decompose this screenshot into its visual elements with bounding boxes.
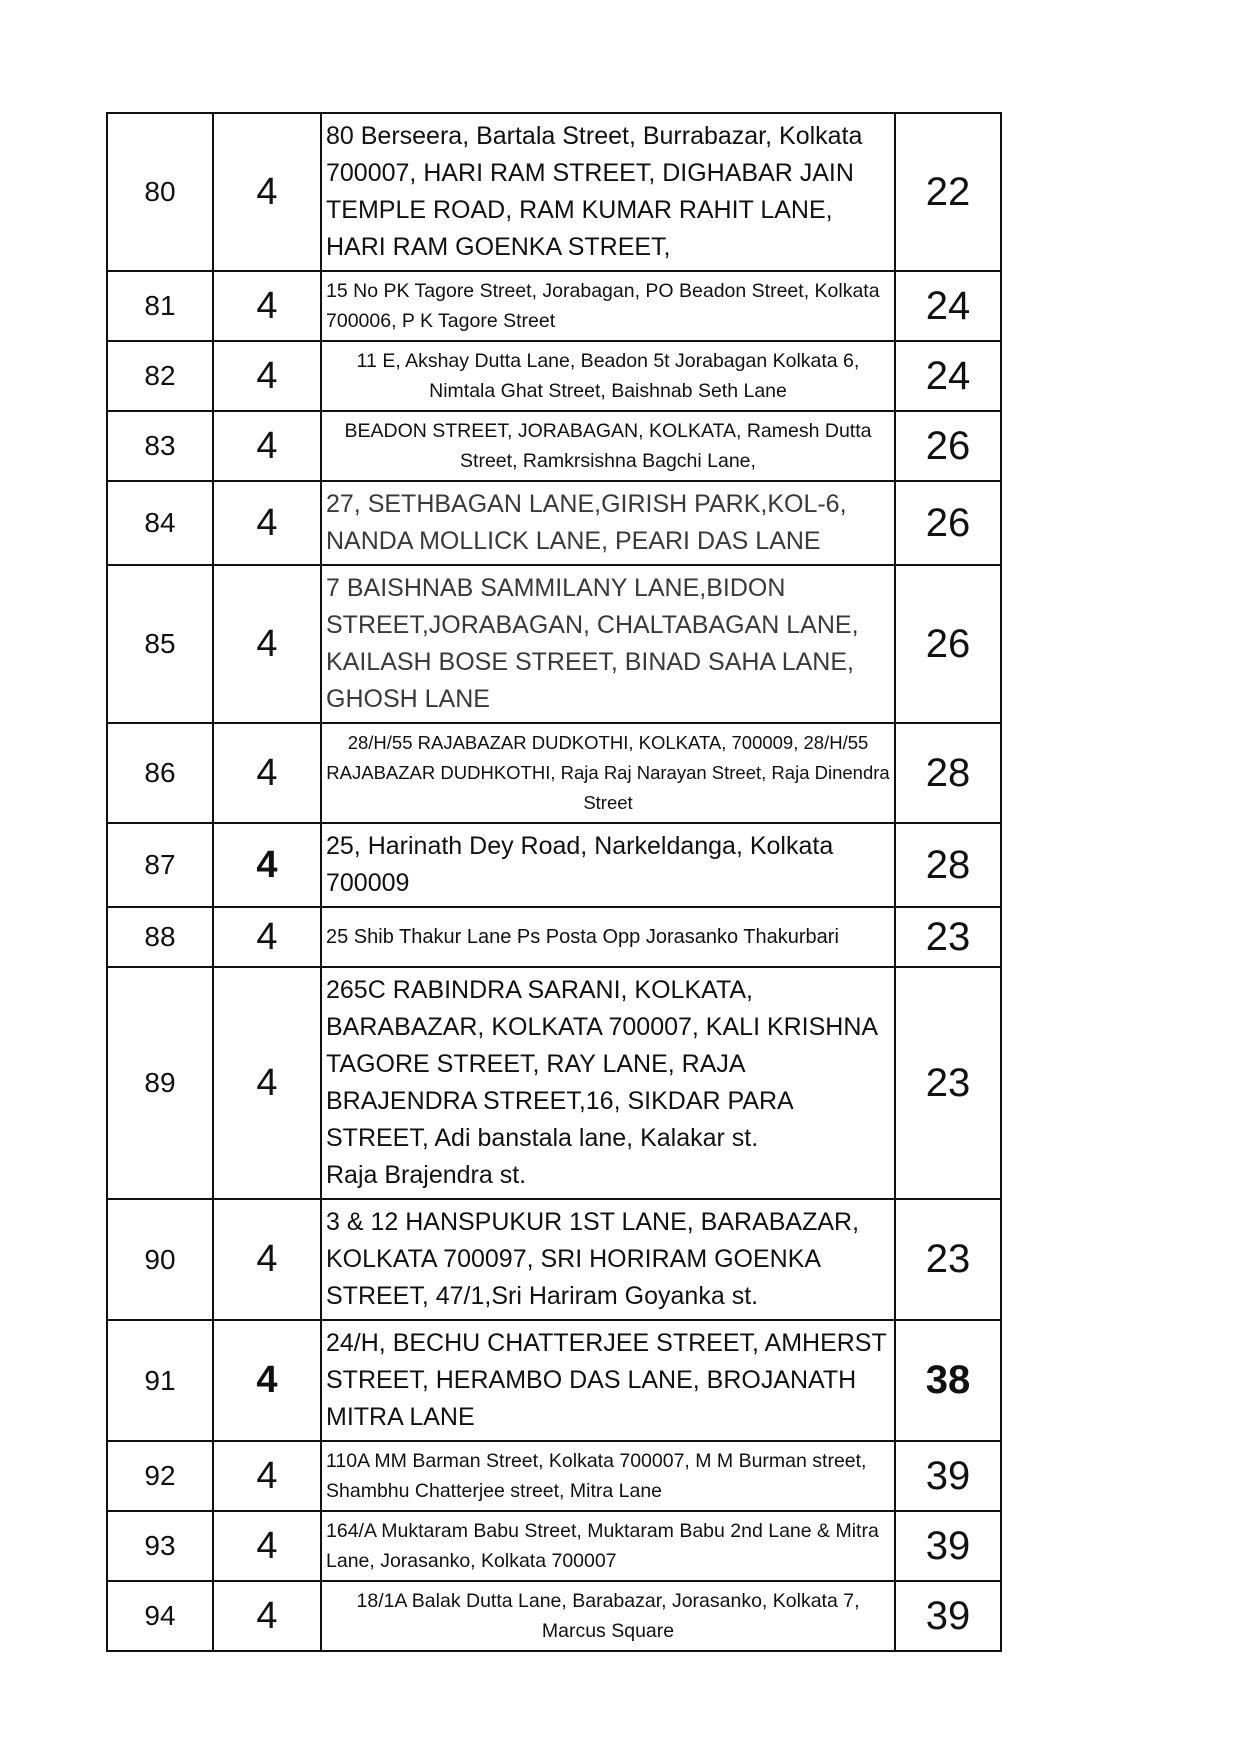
ward-number: 4 (213, 1511, 321, 1581)
address-cell: BEADON STREET, JORABAGAN, KOLKATA, Ramesh Dutta Street, Ramkrsishna Bagchi Lane, (321, 411, 895, 481)
address-cell: 25 Shib Thakur Lane Ps Posta Opp Jorasanko Thakurbari (321, 907, 895, 967)
address-cell: 15 No PK Tagore Street, Jorabagan, PO Beadon Street, Kolkata 700006, P K Tagore Street (321, 271, 895, 341)
serial-number: 88 (107, 907, 213, 967)
ward-number: 4 (213, 907, 321, 967)
table-row (107, 1581, 1001, 1651)
count-value: 23 (895, 1199, 1001, 1320)
count-value: 39 (895, 1441, 1001, 1511)
table-row (107, 565, 1001, 723)
address-cell: 80 Berseera, Bartala Street, Burrabazar, Kolkata 700007, HARI RAM STREET, DIGHABAR JAIN TEMPLE ROAD, RAM KUMAR RAHIT LANE, HARI RAM GOENKA STREET, (321, 113, 895, 271)
count-value: 39 (895, 1511, 1001, 1581)
ward-number: 4 (213, 1320, 321, 1441)
serial-number: 84 (107, 481, 213, 565)
count-value: 23 (895, 967, 1001, 1199)
ward-number: 4 (213, 823, 321, 907)
address-cell: 164/A Muktaram Babu Street, Muktaram Babu 2nd Lane & Mitra Lane, Jorasanko, Kolkata 700007 (321, 1511, 895, 1581)
count-value: 26 (895, 481, 1001, 565)
table-row (107, 481, 1001, 565)
table-row (107, 907, 1001, 967)
count-value: 26 (895, 565, 1001, 723)
ward-number: 4 (213, 411, 321, 481)
ward-number: 4 (213, 723, 321, 823)
count-value: 28 (895, 823, 1001, 907)
table-row (107, 411, 1001, 481)
serial-number: 89 (107, 967, 213, 1199)
table-row (107, 1320, 1001, 1441)
serial-number: 92 (107, 1441, 213, 1511)
address-cell: 3 & 12 HANSPUKUR 1ST LANE, BARABAZAR, KOLKATA 700097, SRI HORIRAM GOENKA STREET, 47/1,Sri Hariram Goyanka st. (321, 1199, 895, 1320)
table-row (107, 1199, 1001, 1320)
table-row (107, 1441, 1001, 1511)
address-table (106, 112, 1002, 1652)
serial-number: 82 (107, 341, 213, 411)
address-cell: 11 E, Akshay Dutta Lane, Beadon 5t Jorabagan Kolkata 6, Nimtala Ghat Street, Baishnab Seth Lane (321, 341, 895, 411)
serial-number: 85 (107, 565, 213, 723)
table-row (107, 1511, 1001, 1581)
address-cell: 25, Harinath Dey Road, Narkeldanga, Kolkata 700009 (321, 823, 895, 907)
serial-number: 87 (107, 823, 213, 907)
table-row (107, 967, 1001, 1199)
count-value: 38 (895, 1320, 1001, 1441)
address-cell: 18/1A Balak Dutta Lane, Barabazar, Jorasanko, Kolkata 7, Marcus Square (321, 1581, 895, 1651)
address-cell: 24/H, BECHU CHATTERJEE STREET, AMHERST STREET, HERAMBO DAS LANE, BROJANATH MITRA LANE (321, 1320, 895, 1441)
serial-number: 93 (107, 1511, 213, 1581)
serial-number: 81 (107, 271, 213, 341)
count-value: 24 (895, 271, 1001, 341)
count-value: 23 (895, 907, 1001, 967)
ward-number: 4 (213, 967, 321, 1199)
count-value: 28 (895, 723, 1001, 823)
table-row (107, 723, 1001, 823)
ward-number: 4 (213, 1441, 321, 1511)
count-value: 39 (895, 1581, 1001, 1651)
ward-number: 4 (213, 113, 321, 271)
address-cell: 28/H/55 RAJABAZAR DUDKOTHI, KOLKATA, 700009, 28/H/55 RAJABAZAR DUDHKOTHI, Raja Raj Narayan Street, Raja Dinendra Street (321, 723, 895, 823)
serial-number: 90 (107, 1199, 213, 1320)
serial-number: 83 (107, 411, 213, 481)
table-row (107, 823, 1001, 907)
table-row (107, 271, 1001, 341)
table-row (107, 113, 1001, 271)
ward-number: 4 (213, 271, 321, 341)
count-value: 26 (895, 411, 1001, 481)
ward-number: 4 (213, 1199, 321, 1320)
address-cell: 110A MM Barman Street, Kolkata 700007, M M Burman street, Shambhu Chatterjee street, Mitra Lane (321, 1441, 895, 1511)
count-value: 22 (895, 113, 1001, 271)
count-value: 24 (895, 341, 1001, 411)
serial-number: 80 (107, 113, 213, 271)
address-cell: 7 BAISHNAB SAMMILANY LANE,BIDON STREET,JORABAGAN, CHALTABAGAN LANE, KAILASH BOSE STREET, BINAD SAHA LANE, GHOSH LANE (321, 565, 895, 723)
ward-number: 4 (213, 341, 321, 411)
serial-number: 86 (107, 723, 213, 823)
table-row (107, 341, 1001, 411)
ward-number: 4 (213, 481, 321, 565)
serial-number: 91 (107, 1320, 213, 1441)
address-extra-text: Raja Brajendra st. (326, 1161, 527, 1189)
ward-number: 4 (213, 565, 321, 723)
serial-number: 94 (107, 1581, 213, 1651)
address-cell (321, 967, 895, 1199)
address-text: 265C RABINDRA SARANI, KOLKATA, BARABAZAR, KOLKATA 700007, KALI KRISHNA TAGORE STREET, RAY LANE, RAJA BRAJENDRA STREET,16, SIKDAR PARA STREET, Adi banstala lane, Kalakar st. (326, 976, 877, 1152)
address-cell: 27, SETHBAGAN LANE,GIRISH PARK,KOL-6, NANDA MOLLICK LANE, PEARI DAS LANE (321, 481, 895, 565)
ward-number: 4 (213, 1581, 321, 1651)
